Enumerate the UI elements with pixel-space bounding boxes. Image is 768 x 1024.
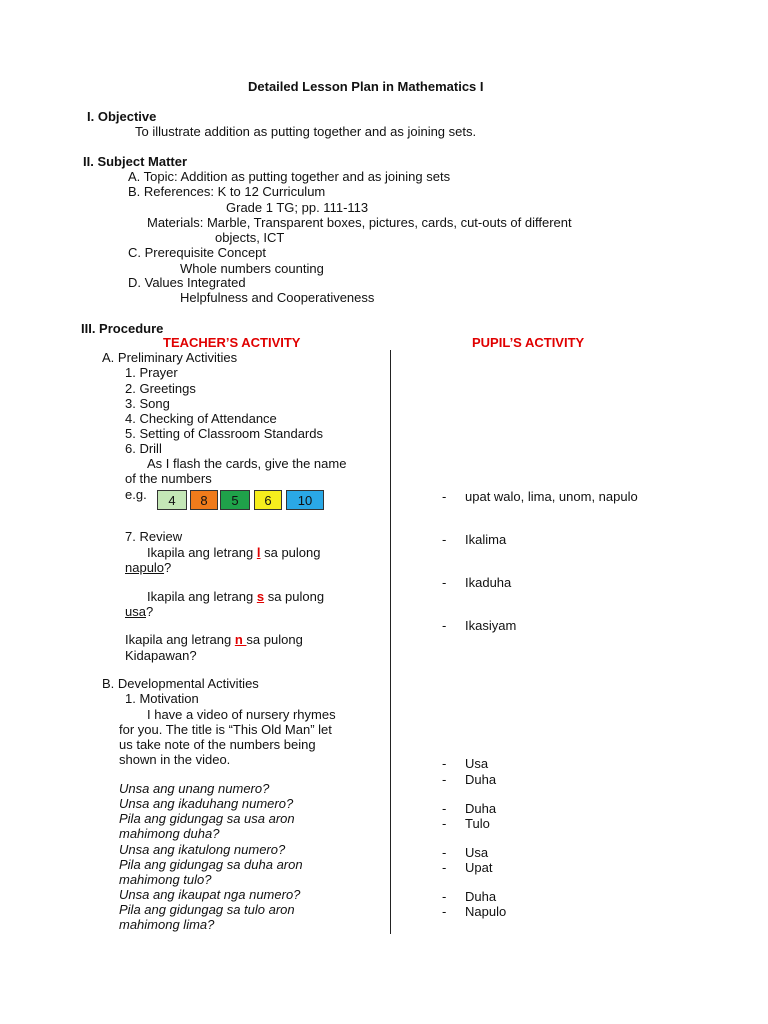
values-line: D. Values Integrated <box>128 275 246 290</box>
prelim-item-standards: 5. Setting of Classroom Standards <box>125 426 323 441</box>
values-value: Helpfulness and Cooperativeness <box>180 290 375 305</box>
review-word-1 <box>125 560 171 576</box>
column-divider <box>390 350 391 934</box>
motivation-line-4: shown in the video. <box>119 752 231 767</box>
review-answer-1: Ikalima <box>465 532 507 547</box>
pupil-answer: Usa <box>465 756 489 771</box>
prerequisite-value: Whole numbers counting <box>180 261 324 276</box>
q-letter: l <box>256 545 261 560</box>
prelim-item-greetings: 2. Greetings <box>125 381 196 396</box>
number-card <box>157 490 187 510</box>
motivation-question: mahimong lima? <box>119 917 215 932</box>
motivation-line-1: I have a video of nursery rhymes <box>147 707 336 722</box>
q-letter: s <box>256 589 265 604</box>
card-number: 10 <box>297 493 313 508</box>
motivation-question: Pila ang gidungag sa tulo aron <box>119 902 295 917</box>
number-card <box>254 490 282 510</box>
card-number: 5 <box>231 493 239 508</box>
pupil-activity-header: PUPIL’S ACTIVITY <box>472 335 585 350</box>
review-question-3 <box>125 632 303 648</box>
teacher-activity-header: TEACHER’S ACTIVITY <box>163 335 301 350</box>
dash: - <box>442 756 447 771</box>
motivation-question: Unsa ang ikaupat nga numero? <box>119 887 301 902</box>
topic-line: A. Topic: Addition as putting together and as joining sets <box>128 169 451 184</box>
number-card <box>286 490 324 510</box>
prelim-item-prayer: 1. Prayer <box>125 365 178 380</box>
q-text: sa pulong <box>246 632 303 647</box>
dash: - <box>442 816 447 831</box>
motivation-question: mahimong tulo? <box>119 872 212 887</box>
dash: - <box>442 489 447 504</box>
dash: - <box>442 904 447 919</box>
motivation-question: Unsa ang ikatulong numero? <box>119 842 286 857</box>
dash: - <box>442 532 447 547</box>
pupil-answer: Duha <box>465 889 497 904</box>
q-end: ? <box>164 560 172 575</box>
dash: - <box>442 889 447 904</box>
materials-line: Materials: Marble, Transparent boxes, pictures, cards, cut-outs of different <box>147 215 572 230</box>
objective-text: To illustrate addition as putting together and as joining sets. <box>135 124 477 139</box>
prelim-item-attendance: 4. Checking of Attendance <box>125 411 277 426</box>
subject-matter-heading: II. Subject Matter <box>83 154 188 169</box>
motivation-label: 1. Motivation <box>125 691 199 706</box>
q-text: sa pulong <box>260 545 321 560</box>
q-text: Ikapila ang letrang <box>147 545 257 560</box>
motivation-line-2: for you. The title is “This Old Man” let <box>119 722 332 737</box>
developmental-activities: B. Developmental Activities <box>102 676 259 691</box>
review-label: 7. Review <box>125 529 183 544</box>
q-word: napulo <box>125 560 165 575</box>
dash: - <box>442 860 447 875</box>
review-question-1 <box>147 545 320 561</box>
objective-heading: I. Objective <box>87 109 157 124</box>
review-answer-3: Ikasiyam <box>465 618 517 633</box>
review-question-2 <box>147 589 324 605</box>
eg-label: e.g. <box>125 487 147 502</box>
q-text: sa pulong <box>264 589 325 604</box>
motivation-question: Unsa ang unang numero? <box>119 781 270 796</box>
motivation-line-3: us take note of the numbers being <box>119 737 316 752</box>
motivation-question: mahimong duha? <box>119 826 220 841</box>
pupil-answer: Duha <box>465 801 497 816</box>
pupil-answer: Tulo <box>465 816 490 831</box>
review-word-3: Kidapawan? <box>125 648 197 663</box>
q-end: ? <box>145 604 154 619</box>
pupil-answer: Upat <box>465 860 493 875</box>
procedure-heading: III. Procedure <box>81 321 164 336</box>
motivation-question: Unsa ang ikaduhang numero? <box>119 796 294 811</box>
dash: - <box>442 772 447 787</box>
pupil-answer: Napulo <box>465 904 507 919</box>
materials-line-2: objects, ICT <box>215 230 285 245</box>
q-letter: n <box>234 632 247 647</box>
motivation-question: Pila ang gidungag sa usa aron <box>119 811 295 826</box>
pupil-answer: Usa <box>465 845 489 860</box>
q-text: Ikapila ang letrang <box>147 589 257 604</box>
drill-answer: upat walo, lima, unom, napulo <box>465 489 638 504</box>
card-number: 6 <box>264 493 272 508</box>
prelim-item-song: 3. Song <box>125 396 170 411</box>
drill-instruction-2: of the numbers <box>125 471 212 486</box>
number-card <box>220 490 250 510</box>
preliminary-activities: A. Preliminary Activities <box>102 350 238 365</box>
references-line-2: Grade 1 TG; pp. 111-113 <box>226 200 369 215</box>
prelim-item-drill: 6. Drill <box>125 441 162 456</box>
drill-instruction: As I flash the cards, give the name <box>147 456 347 471</box>
pupil-answer: Duha <box>465 772 497 787</box>
dash: - <box>442 618 447 633</box>
motivation-question: Pila ang gidungag sa duha aron <box>119 857 303 872</box>
q-text: Ikapila ang letrang <box>125 632 235 647</box>
page-title: Detailed Lesson Plan in Mathematics I <box>248 79 484 94</box>
card-number: 4 <box>168 493 176 508</box>
references-line: B. References: K to 12 Curriculum <box>128 184 326 199</box>
dash: - <box>442 845 447 860</box>
dash: - <box>442 801 447 816</box>
q-word: usa <box>125 604 146 619</box>
card-number: 8 <box>200 493 208 508</box>
number-card <box>190 490 218 510</box>
review-answer-2: Ikaduha <box>465 575 512 590</box>
review-word-2 <box>125 604 153 620</box>
prerequisite-line: C. Prerequisite Concept <box>128 245 267 260</box>
dash: - <box>442 575 447 590</box>
